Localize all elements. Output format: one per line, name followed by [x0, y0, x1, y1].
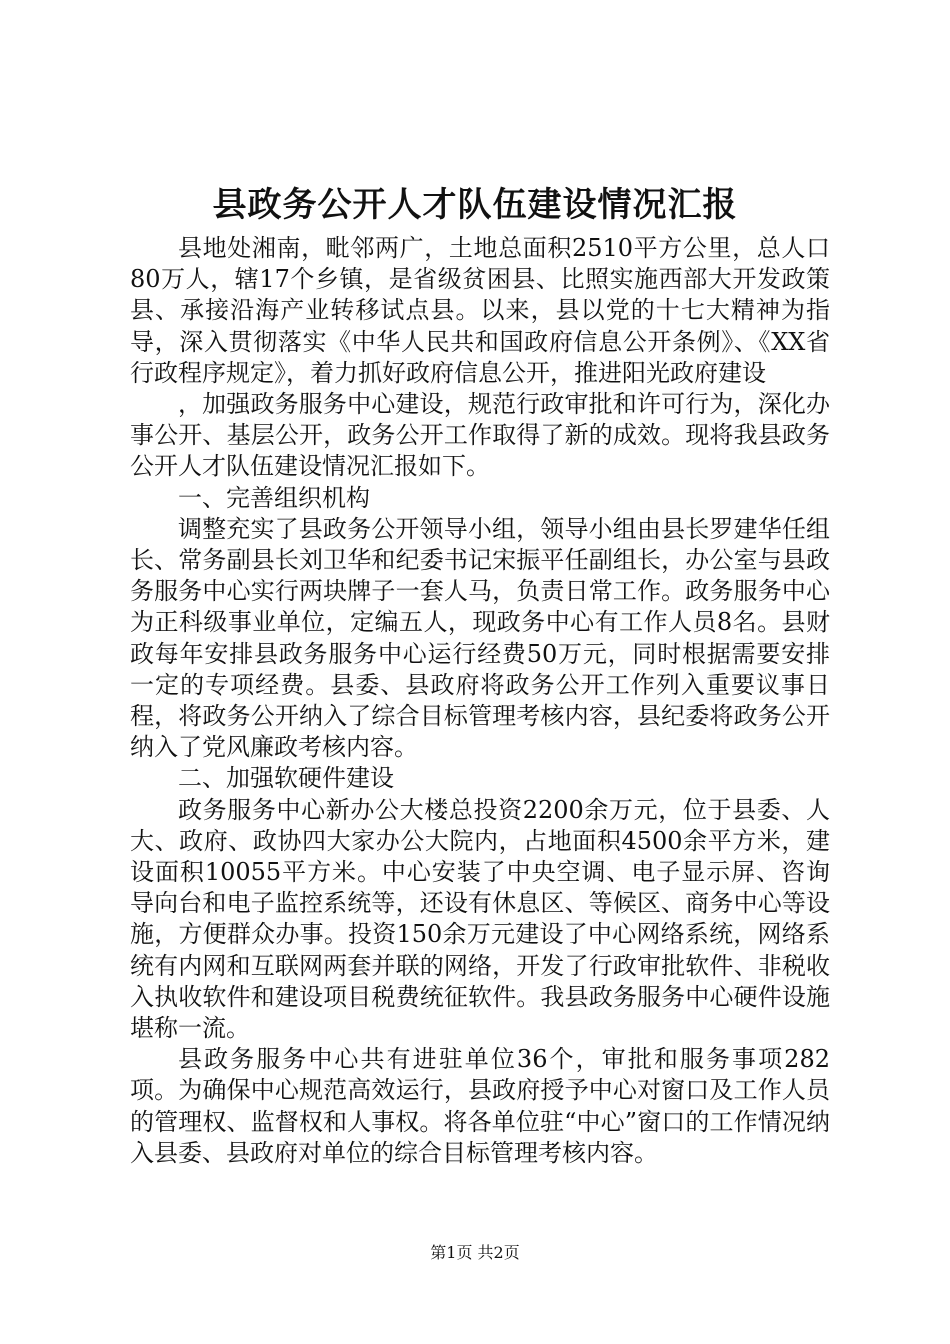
- paragraph-intro: 县地处湘南，毗邻两广，土地总面积2510平方公里，总人口80万人，辖17个乡镇，是省级贫困县、比照实施西部大开发政策县、承接沿海产业转移试点县。以来，县以党的十七大精神为指导，深入贯彻落实《中华人民共和国政府信息公开条例》、《XX省行政程序规定》，着力抓好政府信息公开，推进阳光政府建设: [130, 234, 830, 387]
- section-heading-2: 二、加强软硬件建设: [178, 764, 394, 793]
- paragraph-intro-continued: ，加强政务服务中心建设，规范行政审批和许可行为，深化办事公开、基层公开，政务公开工作取得了新的成效。现将我县政务公开人才队伍建设情况汇报如下。: [130, 390, 830, 481]
- paragraph-organization: 调整充实了县政务公开领导小组，领导小组由县长罗建华任组长、常务副县长刘卫华和纪委书记宋振平任副组长，办公室与县政务服务中心实行两块牌子一套人马，负责日常工作。政务服务中心为正科级事业单位，定编五人，现政务中心有工作人员8名。县财政每年安排县政务服务中心运行经费50万元，同时根据需要安排一定的专项经费。县委、县政府将政务公开工作列入重要议事日程，将政务公开纳入了综合目标管理考核内容，县纪委将政务公开纳入了党风廉政考核内容。: [130, 514, 830, 762]
- paragraph-service-center: 县政务服务中心共有进驻单位36个，审批和服务事项282项。为确保中心规范高效运行，县政府授予中心对窗口及工作人员的管理权、监督权和人事权。将各单位驻“中心”窗口的工作情况纳入县委、县政府对单位的综合目标管理考核内容。: [130, 1045, 830, 1167]
- document-body: [130, 233, 830, 1169]
- page-footer: 第1页 共2页: [430, 1243, 520, 1262]
- section-heading-1: 一、完善组织机构: [178, 483, 370, 512]
- document-title: 县政务公开人才队伍建设情况汇报: [212, 185, 738, 225]
- paragraph-infrastructure: 政务服务中心新办公大楼总投资2200余万元，位于县委、人大、政府、政协四大家办公大院内，占地面积4500余平方米，建设面积10055平方米。中心安装了中央空调、电子显示屏、咨询导向台和电子监控系统等，还设有休息区、等候区、商务中心等设施，方便群众办事。投资150余万元建设了中心网络系统，网络系统有内网和互联网两套并联的网络，开发了行政审批软件、非税收入执收软件和建设项目税费统征软件。我县政务服务中心硬件设施堪称一流。: [130, 795, 830, 1043]
